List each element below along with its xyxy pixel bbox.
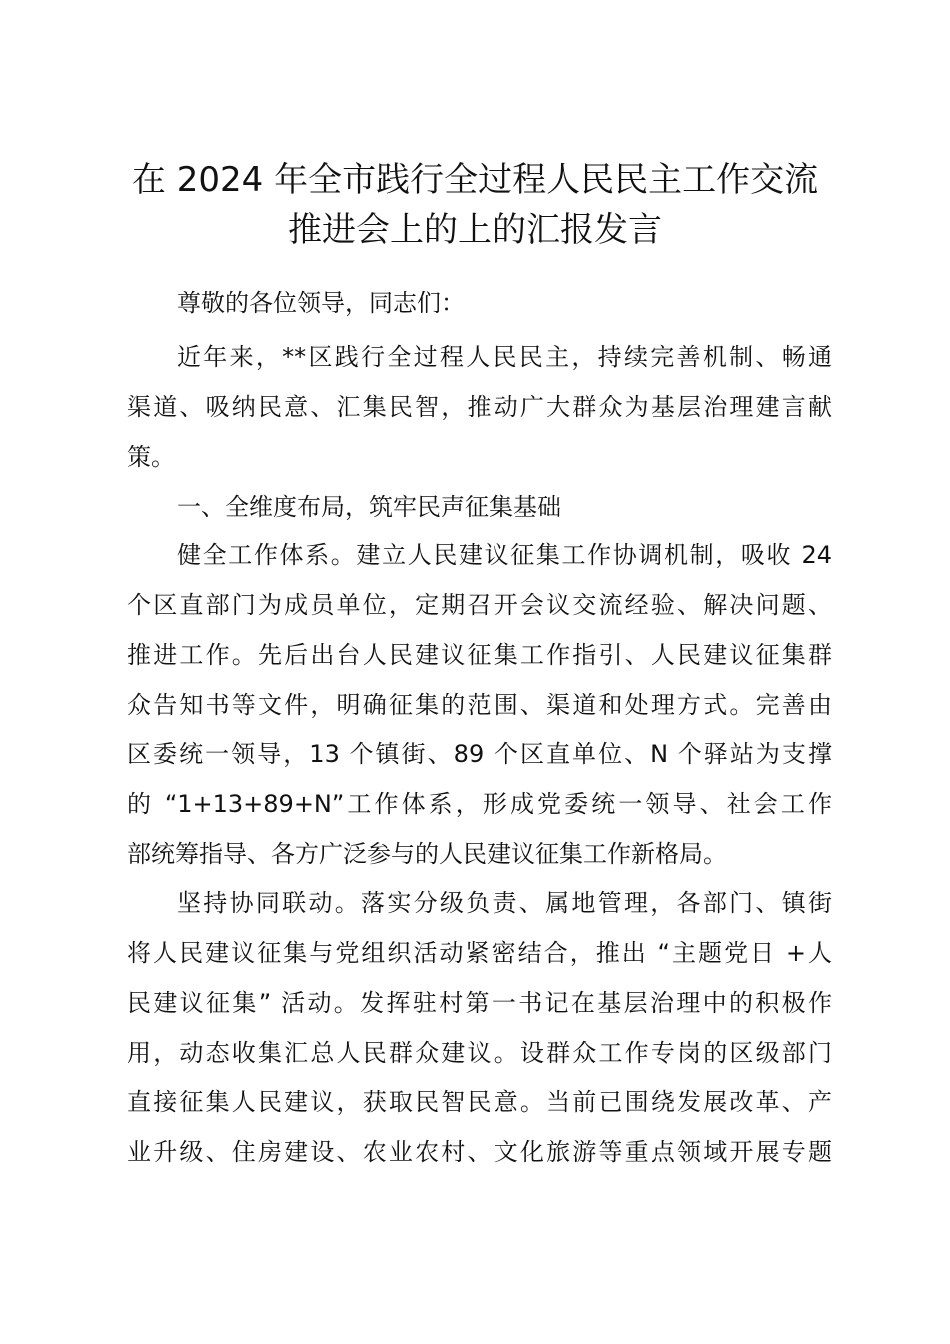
document-title-line-2: 推进会上的上的汇报发言 <box>288 210 662 250</box>
document-title-line-1: 在 2024 年全市践行全过程人民民主工作交流 <box>131 160 819 200</box>
salutation: 尊敬的各位领导，同志们： <box>177 289 465 317</box>
paragraph-line: 坚持协同联动。落实分级负责、属地管理，各部门、镇街 <box>177 889 832 917</box>
paragraph-line: 推进工作。先后出台人民建议征集工作指引、人民建议征集群 <box>127 641 832 669</box>
paragraph-line: 健全工作体系。建立人民建议征集工作协调机制，吸收 24 <box>177 541 832 569</box>
paragraph-line: 的 “1+13+89+N”工作体系，形成党委统一领导、社会工作 <box>127 790 832 818</box>
paragraph-line: 区委统一领导，13 个镇街、89 个区直单位、N 个驿站为支撑 <box>127 740 832 768</box>
paragraph-line: 业升级、住房建设、农业农村、文化旅游等重点领域开展专题 <box>127 1138 832 1166</box>
paragraph-line: 众告知书等文件，明确征集的范围、渠道和处理方式。完善由 <box>127 691 832 719</box>
paragraph-line: 民建议征集” 活动。发挥驻村第一书记在基层治理中的积极作 <box>127 989 832 1017</box>
section-heading: 一、全维度布局，筑牢民声征集基础 <box>177 493 561 521</box>
paragraph-line: 用，动态收集汇总人民群众建议。设群众工作专岗的区级部门 <box>127 1039 832 1067</box>
intro-line: 渠道、吸纳民意、汇集民智，推动广大群众为基层治理建言献 <box>127 393 832 421</box>
paragraph-line: 部统筹指导、各方广泛参与的人民建议征集工作新格局。 <box>127 840 727 868</box>
intro-line: 策。 <box>127 443 175 471</box>
intro-line: 近年来，**区践行全过程人民民主，持续完善机制、畅通 <box>177 343 832 371</box>
paragraph-line: 个区直部门为成员单位，定期召开会议交流经验、解决问题、 <box>127 591 832 619</box>
paragraph-line: 直接征集人民建议，获取民智民意。当前已围绕发展改革、产 <box>127 1088 832 1116</box>
paragraph-line: 将人民建议征集与党组织活动紧密结合，推出 “主题党日 +人 <box>127 939 832 967</box>
